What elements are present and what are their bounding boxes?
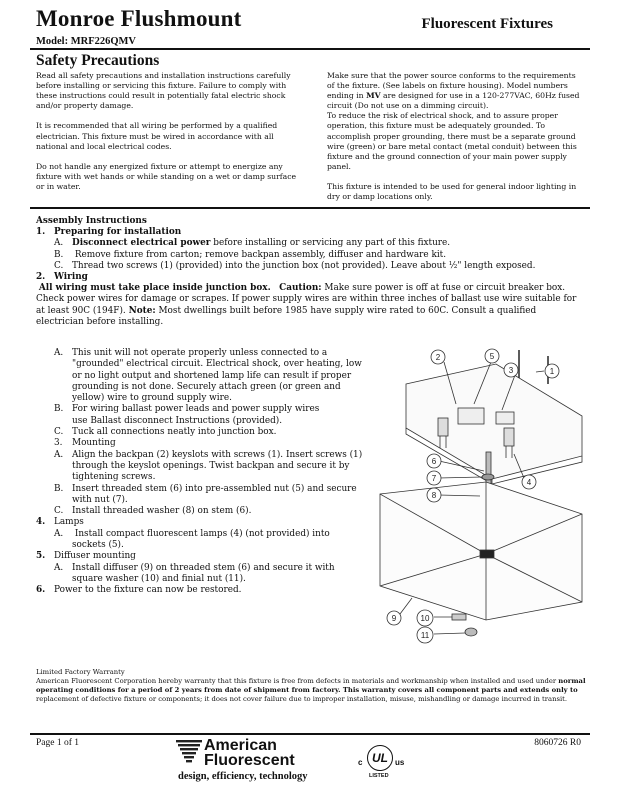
safety-paragraph: Make sure that the power source conforms to the requirements of the fixture. (See labels on fixture housing). Model numbers ending in MV are designed for use in a 120-277VAC, 60Hz fused circuit (Do not use on a dimming circuit).	[327, 71, 580, 111]
step-1: 1. Preparing for installation	[36, 227, 182, 238]
logo-text-fluorescent: Fluorescent	[204, 752, 295, 769]
step-2a: A. This unit will not operate properly unless connected to a "grounded" electrical circuit. Electrical shock, over heating, low or no light output and shortened lamp life can result if proper grounding is not done. Securely attach green (or green and yellow) wire to ground supply wire.	[54, 348, 362, 404]
step-2-text: electrician before installing.	[36, 316, 164, 327]
safety-heading: Safety Precautions	[36, 52, 160, 69]
step-3b: B. Insert threaded stem (6) into pre-assembled nut (5) and secure with nut (7).	[54, 483, 357, 505]
exploded-assembly-diagram	[376, 344, 592, 644]
step-6: 6. Power to the fixture can now be restored.	[36, 585, 242, 596]
safety-right-column	[327, 71, 583, 212]
logo-text-american: American	[204, 737, 277, 754]
callout-label: 3	[508, 366, 514, 375]
document-title: Monroe Flushmount	[36, 6, 242, 31]
step-2b: B. For wiring ballast power leads and power supply wires use Ballast disconnect Instructions (provided).	[54, 404, 320, 426]
step-2-text: Check power wires for damage or scrapes. If power supply wires are within three inches of ballast use wire suitable for	[36, 294, 577, 305]
ul-c-label: c	[358, 758, 363, 767]
model-number: Model: MRF226QMV	[36, 36, 137, 47]
warranty-text: American Fluorescent Corporation hereby warranty that this fixture is free from defects in materials and workmanship when installed and used under normal operating conditions for a period of 2 years from date of shipment from factory. This warranty covers all component parts and extends only to replacement of defective fixture or components; it does not cover failure due to improper installation, misuse, mishandling or damage incurred in transit.	[36, 677, 586, 703]
assembly-steps-lower	[36, 348, 366, 597]
step-3: 3. Mounting	[54, 438, 116, 449]
header-divider	[30, 48, 590, 50]
callout-label: 8	[431, 491, 437, 500]
callout-label: 5	[489, 352, 495, 361]
page-number: Page 1 of 1	[36, 738, 80, 748]
callout-label: 9	[391, 614, 397, 623]
document-number: 8060726 R0	[534, 738, 581, 748]
callout-label: 7	[431, 474, 437, 483]
step-5a: A. Install diffuser (9) on threaded stem (6) and secure it with square washer (10) and finial nut (11).	[54, 562, 335, 584]
step-3a: A. Align the backpan (2) keyslots with screws (1). Insert screws (1) through the keyslot openings. Twist backpan and secure it by tightening screws.	[54, 449, 363, 483]
footer-divider	[30, 733, 590, 735]
step-2c: C. Tuck all connections neatly into junction box.	[54, 427, 277, 438]
product-category: Fluorescent Fixtures	[421, 16, 553, 32]
safety-paragraph: It is recommended that all wiring be performed by a qualified electrician. This fixture must be wired in accordance with all national and local electrical codes.	[36, 121, 278, 151]
company-tagline: design, efficiency, technology	[178, 771, 308, 782]
assembly-heading: Assembly Instructions	[36, 216, 147, 226]
ul-listed-mark	[358, 742, 410, 782]
callout-label: 10	[420, 614, 430, 623]
section-divider	[30, 207, 590, 209]
safety-left-column	[36, 71, 298, 202]
ul-us-label: us	[395, 758, 405, 767]
step-4: 4. Lamps	[36, 517, 84, 528]
callout-label: 11	[420, 631, 430, 640]
callout-label: 4	[526, 478, 532, 487]
step-1c: C. Thread two screws (1) (provided) into the junction box (not provided). Leave about ½" length exposed.	[54, 260, 536, 271]
safety-paragraph: Do not handle any energized fixture or attempt to energize any fixture with wet hands or while standing on a wet or damp surface or in water.	[36, 161, 297, 192]
safety-paragraph: This fixture is intended to be used for general indoor lighting in dry or damp locations only.	[327, 182, 577, 202]
step-4a: A. Install compact fluorescent lamps (4) (not provided) into sockets (5).	[54, 528, 330, 551]
step-3c: C. Install threaded washer (8) on stem (6).	[54, 506, 252, 517]
company-logo	[176, 738, 295, 768]
step-2-text: All wiring must take place inside junction box. Caution: Make sure power is off at fuse or circuit breaker box.	[38, 283, 566, 294]
warranty-heading: Limited Factory Warranty	[36, 668, 125, 676]
assembly-instructions	[36, 216, 588, 328]
step-1b: B. Remove fixture from carton; remove backpan assembly, diffuser and hardware kit.	[54, 249, 447, 260]
step-2: 2. Wiring	[36, 272, 88, 283]
callout-label: 6	[431, 457, 437, 466]
callout-label: 1	[549, 367, 555, 376]
callout-label: 2	[435, 353, 441, 362]
step-2-text: at least 90C (194F). Note: Most dwellings built before 1985 have supply wire rated to 60C. Consult a qualified	[36, 305, 537, 316]
ul-listed-label: LISTED	[369, 773, 389, 779]
step-1a: A. Disconnect electrical power before installing or servicing any part of this fixture.	[54, 238, 451, 249]
warranty-section	[36, 668, 592, 704]
step-5: 5. Diffuser mounting	[36, 551, 136, 562]
safety-paragraph: Read all safety precautions and installation instructions carefully before installing or servicing this fixture. Failure to comply with these instructions could result in potentially fatal electric shock and/or property damage.	[36, 71, 291, 111]
company-logo-icon	[176, 738, 202, 768]
safety-paragraph: To reduce the risk of electrical shock, and to assure proper operation, this fixture must be adequately grounded. To accomplish proper grounding, there must be a separate ground wire (green) or bare metal contact (metal conduit) between this fixture and the ground connection of your main power supply panel.	[327, 111, 577, 171]
ul-circle-icon: UL	[367, 745, 393, 771]
